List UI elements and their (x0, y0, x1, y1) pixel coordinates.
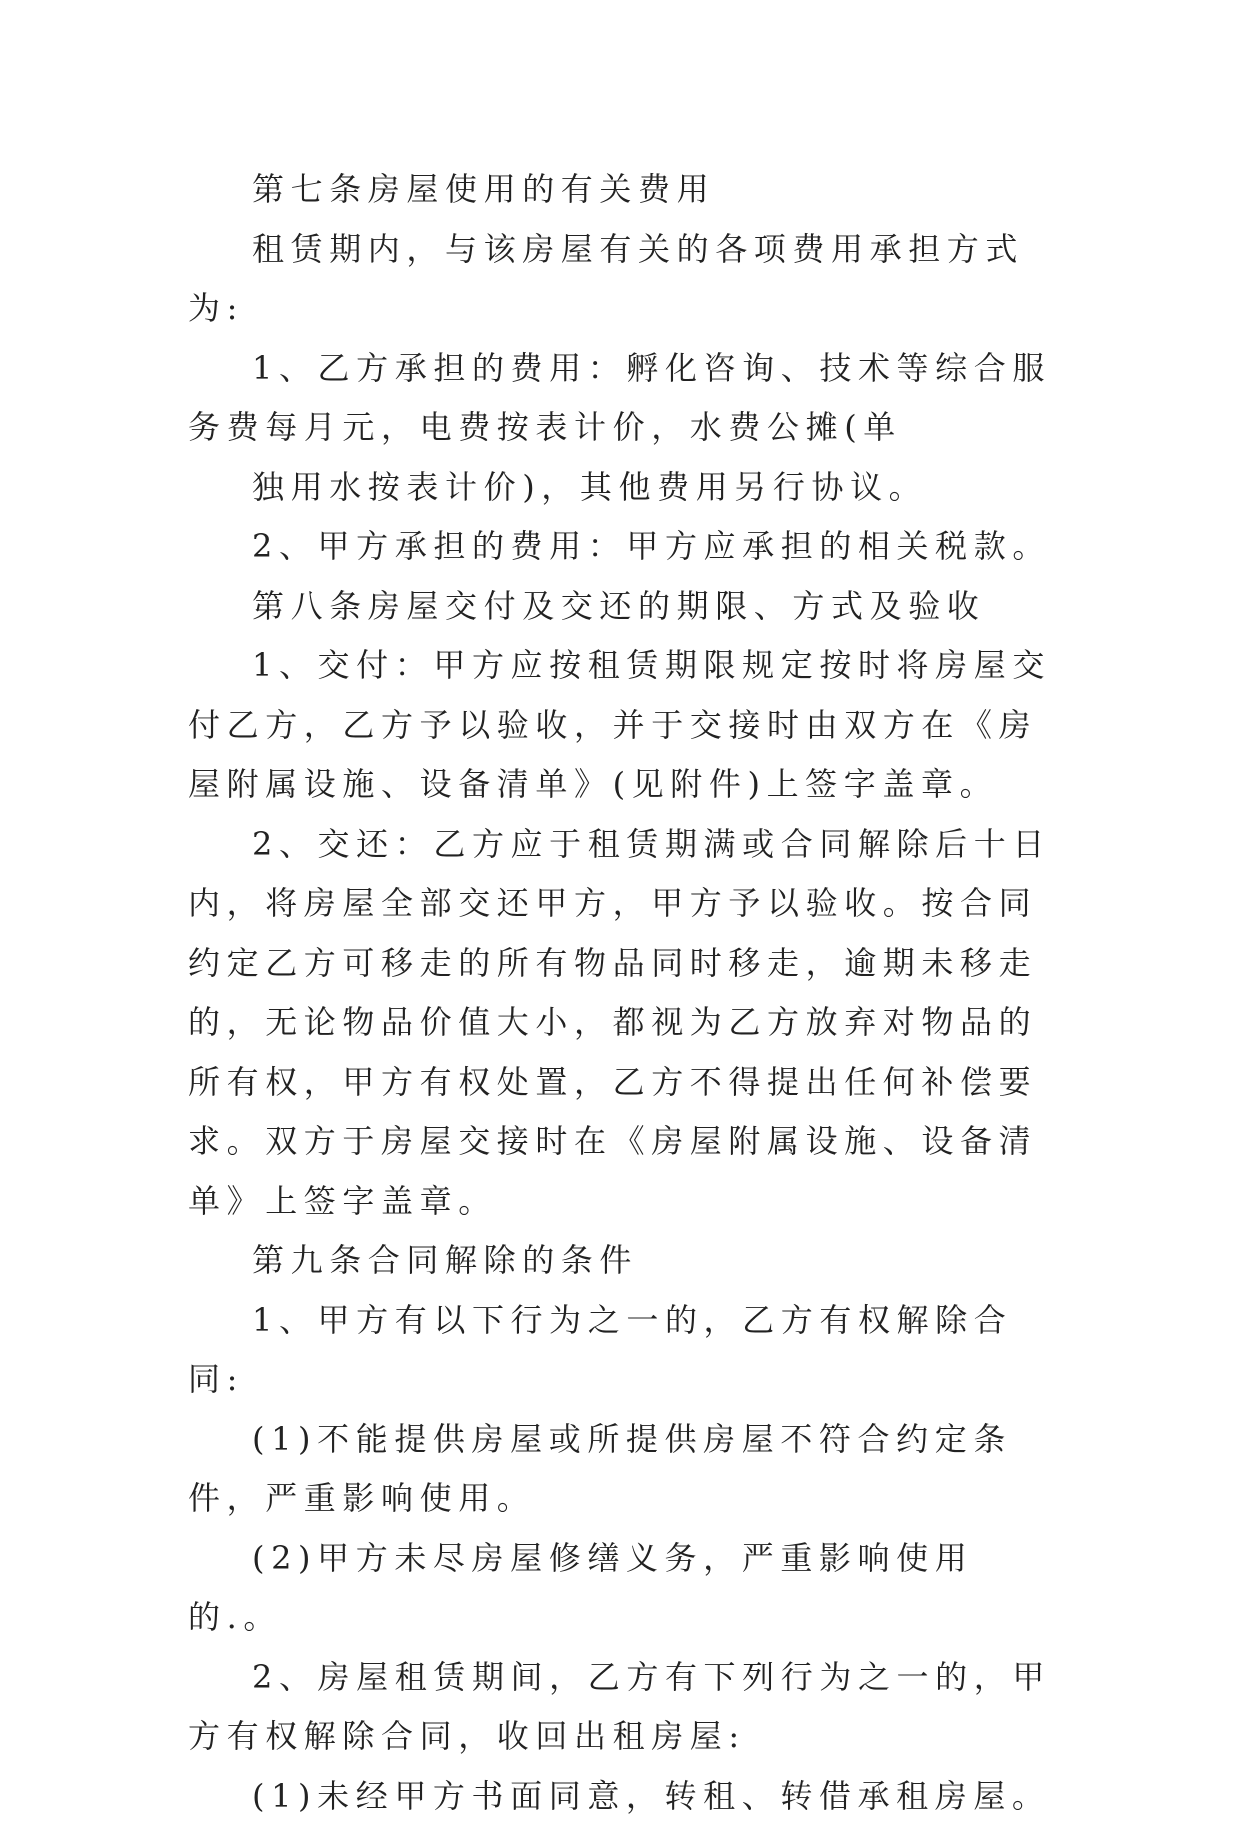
article-7-item-1-continued: 独用水按表计价)，其他费用另行协议。 (188, 458, 1058, 518)
article-8-item-2: 2、交还：乙方应于租赁期满或合同解除后十日内，将房屋全部交还甲方，甲方予以验收。按合同约定乙方可移走的所有物品同时移走，逾期未移走的，无论物品价值大小，都视为乙方放弃对物品的所有权，甲方有权处置，乙方不得提出任何补偿要求。双方于房屋交接时在《房屋附属设施、设备清单》上签字盖章。 (188, 815, 1058, 1232)
article-9-heading: 第九条合同解除的条件 (188, 1231, 1058, 1291)
article-8-item-1: 1、交付：甲方应按租赁期限规定按时将房屋交付乙方，乙方予以验收，并于交接时由双方在《房屋附属设施、设备清单》(见附件)上签字盖章。 (188, 636, 1058, 815)
article-9-item-2-sub-1: (1)未经甲方书面同意，转租、转借承租房屋。 (188, 1767, 1058, 1826)
article-9-item-1-sub-2: (2)甲方未尽房屋修缮义务，严重影响使用的.。 (188, 1529, 1058, 1648)
article-9-item-1-sub-1: (1)不能提供房屋或所提供房屋不符合约定条件，严重影响使用。 (188, 1410, 1058, 1529)
article-8-heading: 第八条房屋交付及交还的期限、方式及验收 (188, 577, 1058, 637)
article-9-item-2: 2、房屋租赁期间，乙方有下列行为之一的，甲方有权解除合同，收回出租房屋: (188, 1648, 1058, 1767)
article-7-item-1: 1、乙方承担的费用：孵化咨询、技术等综合服务费每月元，电费按表计价，水费公摊(单 (188, 339, 1058, 458)
article-9-item-1: 1、甲方有以下行为之一的，乙方有权解除合同: (188, 1291, 1058, 1410)
contract-body (188, 160, 1058, 1826)
article-7-item-2: 2、甲方承担的费用：甲方应承担的相关税款。 (188, 517, 1058, 577)
article-7-heading: 第七条房屋使用的有关费用 (188, 160, 1058, 220)
article-7-intro: 租赁期内，与该房屋有关的各项费用承担方式为: (188, 220, 1058, 339)
